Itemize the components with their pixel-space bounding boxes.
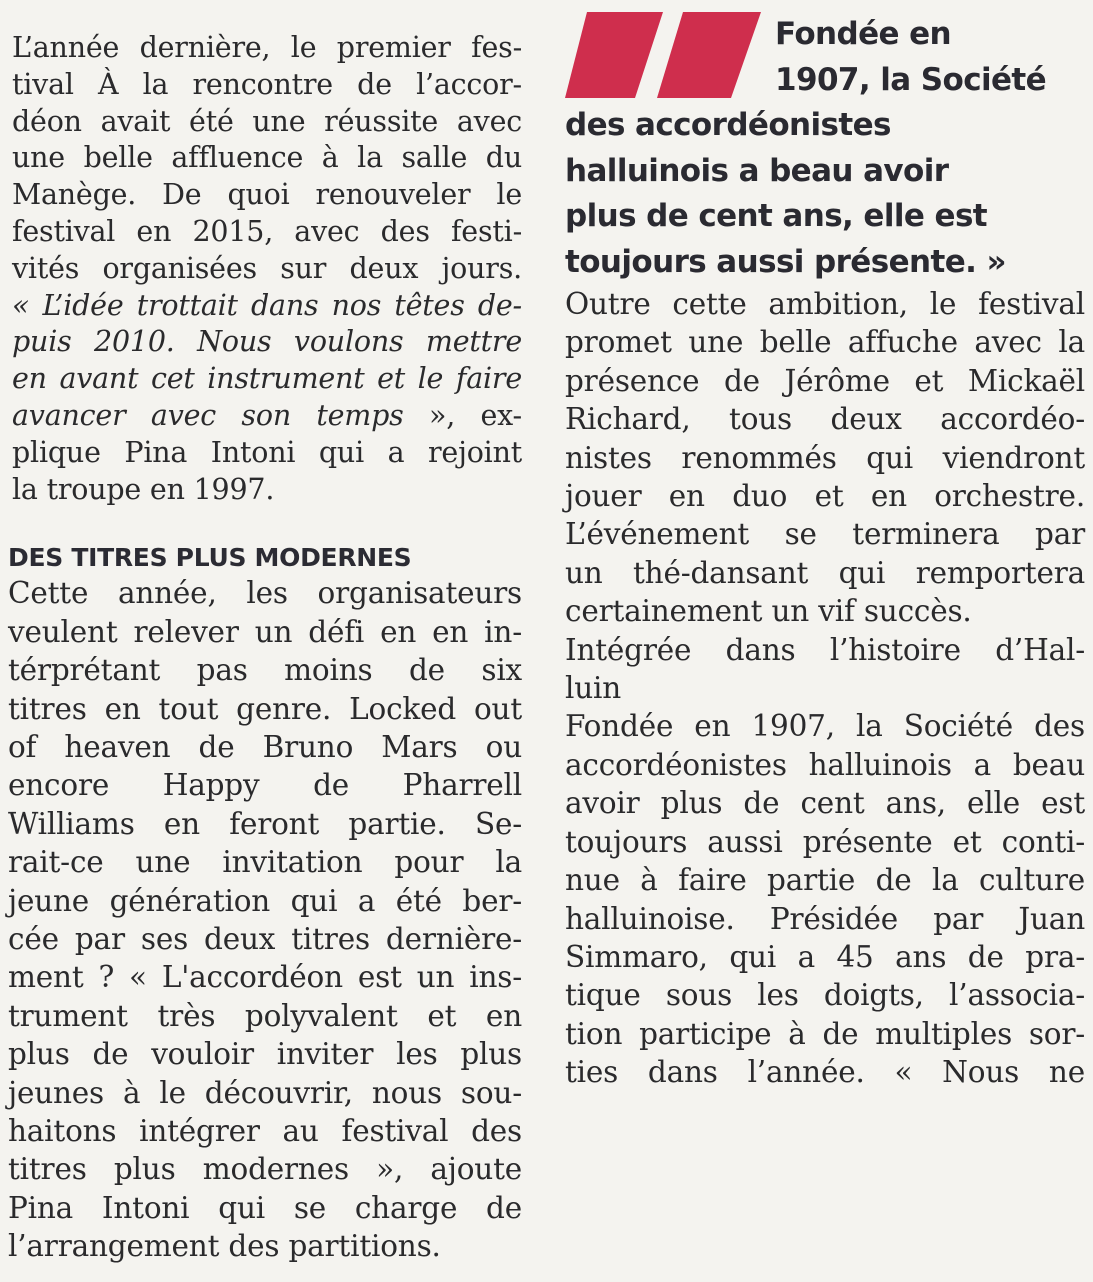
text-line: L’année dernière, le premier fes- [12, 31, 522, 64]
text-line: titres plus modernes », ajoute [8, 1152, 522, 1187]
text-line: certainement un vif succès. [565, 594, 972, 629]
text-line: Intégrée dans l’histoire d’Hal- [565, 632, 1085, 667]
body-paragraph-festival [565, 285, 1085, 631]
text-line: encore Happy de Pharrell [8, 768, 522, 803]
text-line: accordéonistes halluinois a beau [565, 747, 1085, 782]
quote-end-rest: », ex- [403, 398, 522, 432]
pull-quote-line: toujours aussi présente. » [565, 243, 1006, 280]
text-line: vités organisées sur deux jours. [12, 251, 522, 285]
body-paragraph [8, 574, 522, 1265]
quote-line: puis 2010. Nous voulons mettre [12, 325, 522, 359]
right-column [565, 12, 1085, 1092]
pull-quote-line: Fondée en [775, 16, 952, 52]
text-line: térprétant pas moins de six [8, 653, 522, 688]
text-line: L’événement se terminera par [565, 517, 1085, 552]
pull-quote-line: 1907, la Société [775, 61, 1047, 98]
text-line: luin [565, 671, 622, 706]
text-line: Pina Intoni qui se charge de [8, 1190, 522, 1225]
text-line: tion participe à de multiples sor- [565, 1016, 1085, 1051]
pull-quote [565, 12, 1085, 285]
text-line: promet une belle affuche avec la [565, 325, 1085, 360]
text-line: avoir plus de cent ans, elle est [565, 786, 1085, 821]
text-line: un thé-dansant qui remportera [565, 555, 1085, 590]
text-line: Manège. De quoi renouveler le [12, 178, 522, 212]
text-line: déon avait été une réussite avec [12, 104, 522, 138]
text-line: jeune génération qui a été ber- [8, 883, 522, 918]
text-line: veulent relever un défi en en in- [8, 614, 522, 649]
text-line: cée par ses deux titres dernière- [8, 922, 522, 957]
text-line: titres en tout genre. Locked out [8, 691, 522, 726]
text-line: Fondée en 1907, la Société des [565, 709, 1085, 744]
text-line: haitons intégrer au festival des [8, 1114, 522, 1149]
text-line: toujours aussi présente et conti- [565, 824, 1085, 859]
opening-quote-mark-icon [565, 12, 765, 98]
text-line: ties dans l’année. « Nous ne [565, 1055, 1085, 1090]
text-line: Outre cette ambition, le festival [565, 287, 1085, 321]
text-line: jouer en duo et en orchestre. [565, 479, 1085, 514]
text-line: tique sous les doigts, l’associa- [565, 978, 1085, 1013]
text-line: Cette année, les organisateurs [8, 576, 522, 611]
text-line: présence de Jérôme et Mickaël [565, 363, 1085, 398]
text-line: of heaven de Bruno Mars ou [8, 729, 522, 764]
text-line: festival en 2015, avec des festi- [12, 214, 522, 248]
text-line: jeunes à le découvrir, nous sou- [8, 1075, 522, 1110]
text-line: nue à faire partie de la culture [565, 863, 1085, 898]
body-paragraph-history [565, 631, 1085, 708]
intro-paragraph [8, 30, 522, 508]
left-column [8, 30, 522, 1266]
quote-end-italic: avancer avec son temps [12, 398, 404, 432]
quote-end-line [12, 398, 522, 435]
body-paragraph-society [565, 707, 1085, 1091]
text-line: plus de vouloir inviter les plus [8, 1037, 522, 1072]
text-line: nistes renommés qui viendront [565, 440, 1085, 475]
section-subhead: DES TITRES PLUS MODERNES [8, 543, 412, 573]
text-line: tival À la rencontre de l’accor- [12, 67, 522, 101]
text-line: Richard, tous deux accordéo- [565, 402, 1085, 437]
pull-quote-line: plus de cent ans, elle est [565, 198, 988, 234]
text-line: Simmaro, qui a 45 ans de pra- [565, 939, 1085, 974]
text-line: ment ? « L'accordéon est un ins- [8, 960, 522, 995]
text-line: halluinoise. Présidée par Juan [565, 901, 1085, 936]
text-line: une belle affluence à la salle du [12, 141, 522, 175]
text-line: l’arrangement des partitions. [8, 1229, 441, 1264]
quote-line: en avant cet instrument et le faire [12, 362, 522, 396]
text-line: la troupe en 1997. [12, 472, 275, 506]
text-line: trument très polyvalent et en [8, 998, 522, 1033]
text-line: rait-ce une invitation pour la [8, 845, 522, 880]
pull-quote-line: des accordéonistes [565, 107, 891, 143]
text-line: Williams en feront partie. Se- [8, 806, 522, 841]
text-line: plique Pina Intoni qui a rejoint [12, 435, 522, 469]
pull-quote-line: halluinois a beau avoir [565, 152, 949, 189]
quote-line: « L’idée trottait dans nos têtes de- [12, 288, 522, 322]
